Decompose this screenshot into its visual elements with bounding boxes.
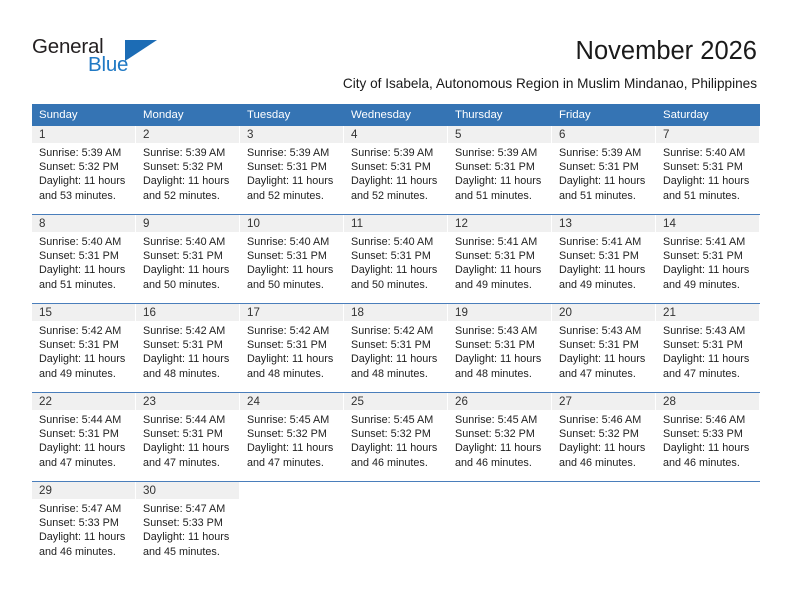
calendar-day-cell[interactable] [136,393,240,481]
calendar-day-cell[interactable] [448,126,552,214]
calendar-day-cell[interactable] [344,126,448,214]
day-details [344,499,447,502]
daylight-text-line2: and 47 minutes. [663,367,740,380]
day-number: 16 [136,304,239,321]
sunrise-text: Sunrise: 5:45 AM [247,414,330,426]
sunrise-text: Sunrise: 5:40 AM [247,236,330,248]
logo-text-general: General [32,35,104,58]
day-details [32,321,135,381]
daylight-text-line1: Daylight: 11 hours [143,442,230,455]
daylight-text-line2: and 47 minutes. [559,367,636,380]
daylight-text-line2: and 46 minutes. [351,456,428,469]
day-details [448,499,551,502]
calendar-day-cell-empty [240,482,344,570]
sunrise-text: Sunrise: 5:40 AM [663,147,746,159]
daylight-text-line1: Daylight: 11 hours [247,442,334,455]
calendar-day-cell[interactable] [240,393,344,481]
day-details [240,143,343,203]
daylight-text-line2: and 51 minutes. [663,189,740,202]
day-number: 17 [240,304,343,321]
sunset-text: Sunset: 5:31 PM [39,339,119,352]
daylight-text-line2: and 51 minutes. [39,278,116,291]
day-number: 11 [344,215,447,232]
sunset-text: Sunset: 5:31 PM [143,339,223,352]
weekday-header-thursday: Thursday [448,104,552,126]
day-number: 9 [136,215,239,232]
daylight-text-line1: Daylight: 11 hours [39,531,126,544]
day-number: 27 [552,393,655,410]
sunset-text: Sunset: 5:32 PM [247,428,327,441]
sunset-text: Sunset: 5:32 PM [351,428,431,441]
day-details [32,410,135,470]
sunset-text: Sunset: 5:31 PM [247,339,327,352]
page-subtitle: City of Isabela, Autonomous Region in Muslim Mindanao, Philippines [342,76,757,91]
sunset-text: Sunset: 5:33 PM [39,517,119,530]
sunrise-text: Sunrise: 5:44 AM [39,414,122,426]
weekday-header-wednesday: Wednesday [344,104,448,126]
sunset-text: Sunset: 5:32 PM [455,428,535,441]
sunset-text: Sunset: 5:32 PM [143,161,223,174]
sunset-text: Sunset: 5:31 PM [351,250,431,263]
sunrise-text: Sunrise: 5:47 AM [143,503,226,515]
calendar-day-cell[interactable] [552,215,656,303]
daylight-text-line1: Daylight: 11 hours [455,353,542,366]
daylight-text-line1: Daylight: 11 hours [663,353,750,366]
daylight-text-line2: and 49 minutes. [663,278,740,291]
calendar-day-cell-empty [448,482,552,570]
day-details [240,321,343,381]
sunset-text: Sunset: 5:33 PM [663,428,743,441]
day-details [656,410,759,470]
day-number: 18 [344,304,447,321]
day-number: 4 [344,126,447,143]
sunrise-text: Sunrise: 5:40 AM [351,236,434,248]
daylight-text-line2: and 48 minutes. [143,367,220,380]
daylight-text-line1: Daylight: 11 hours [559,175,646,188]
day-details [552,232,655,292]
calendar-day-cell[interactable] [32,482,136,570]
sunset-text: Sunset: 5:31 PM [455,161,535,174]
day-details [448,410,551,470]
day-number: 2 [136,126,239,143]
daylight-text-line1: Daylight: 11 hours [143,531,230,544]
sunset-text: Sunset: 5:31 PM [351,161,431,174]
sunrise-text: Sunrise: 5:39 AM [559,147,642,159]
day-number: 22 [32,393,135,410]
calendar-week-row [32,215,760,304]
calendar-day-cell[interactable] [32,126,136,214]
day-number: 8 [32,215,135,232]
day-details [552,499,655,502]
sunset-text: Sunset: 5:31 PM [351,339,431,352]
calendar-day-cell[interactable] [136,482,240,570]
daylight-text-line1: Daylight: 11 hours [247,175,334,188]
daylight-text-line1: Daylight: 11 hours [143,264,230,277]
daylight-text-line1: Daylight: 11 hours [39,175,126,188]
daylight-text-line2: and 52 minutes. [143,189,220,202]
day-details [136,499,239,559]
sunrise-text: Sunrise: 5:40 AM [143,236,226,248]
calendar-week-row [32,126,760,215]
sunrise-text: Sunrise: 5:42 AM [247,325,330,337]
sunset-text: Sunset: 5:31 PM [39,428,119,441]
sunrise-text: Sunrise: 5:45 AM [351,414,434,426]
day-number [552,482,655,499]
day-number: 24 [240,393,343,410]
day-details [32,232,135,292]
day-number: 10 [240,215,343,232]
daylight-text-line1: Daylight: 11 hours [351,353,438,366]
day-number: 25 [344,393,447,410]
calendar-day-cell[interactable] [448,215,552,303]
day-details [240,410,343,470]
daylight-text-line2: and 45 minutes. [143,545,220,558]
day-details [656,143,759,203]
weekday-header-tuesday: Tuesday [240,104,344,126]
daylight-text-line2: and 49 minutes. [559,278,636,291]
day-details [448,143,551,203]
day-number: 30 [136,482,239,499]
day-number: 23 [136,393,239,410]
day-details [344,410,447,470]
calendar-day-cell[interactable] [32,304,136,392]
calendar-day-cell[interactable] [656,393,760,481]
daylight-text-line2: and 47 minutes. [247,456,324,469]
daylight-text-line2: and 50 minutes. [351,278,428,291]
day-details [656,232,759,292]
weekday-header-friday: Friday [552,104,656,126]
daylight-text-line1: Daylight: 11 hours [39,264,126,277]
sunrise-text: Sunrise: 5:41 AM [559,236,642,248]
calendar-day-cell[interactable] [448,304,552,392]
sunset-text: Sunset: 5:32 PM [39,161,119,174]
daylight-text-line2: and 46 minutes. [663,456,740,469]
sunrise-text: Sunrise: 5:43 AM [455,325,538,337]
sunrise-text: Sunrise: 5:39 AM [247,147,330,159]
sunrise-text: Sunrise: 5:45 AM [455,414,538,426]
logo-triangle-icon [125,40,157,61]
daylight-text-line2: and 51 minutes. [559,189,636,202]
daylight-text-line2: and 47 minutes. [39,456,116,469]
calendar-day-cell[interactable] [32,393,136,481]
daylight-text-line1: Daylight: 11 hours [351,264,438,277]
day-number: 26 [448,393,551,410]
daylight-text-line2: and 48 minutes. [247,367,324,380]
calendar-week-row [32,304,760,393]
sunset-text: Sunset: 5:31 PM [663,339,743,352]
daylight-text-line2: and 52 minutes. [351,189,428,202]
page-header [0,0,792,98]
daylight-text-line2: and 48 minutes. [455,367,532,380]
daylight-text-line1: Daylight: 11 hours [247,353,334,366]
day-details [136,232,239,292]
calendar-day-cell-empty [344,482,448,570]
sunset-text: Sunset: 5:31 PM [455,250,535,263]
day-number [656,482,759,499]
calendar-day-cell[interactable] [240,126,344,214]
daylight-text-line1: Daylight: 11 hours [247,264,334,277]
sunset-text: Sunset: 5:31 PM [559,250,639,263]
daylight-text-line1: Daylight: 11 hours [143,175,230,188]
daylight-text-line2: and 49 minutes. [455,278,532,291]
sunrise-text: Sunrise: 5:42 AM [143,325,226,337]
day-details [656,321,759,381]
sunrise-text: Sunrise: 5:46 AM [663,414,746,426]
day-number: 1 [32,126,135,143]
day-details [448,321,551,381]
sunset-text: Sunset: 5:31 PM [663,250,743,263]
daylight-text-line2: and 46 minutes. [455,456,532,469]
calendar-week-row [32,393,760,482]
calendar-day-cell[interactable] [552,393,656,481]
day-number: 21 [656,304,759,321]
day-details [136,410,239,470]
calendar-day-cell[interactable] [32,215,136,303]
day-number: 15 [32,304,135,321]
sunset-text: Sunset: 5:32 PM [559,428,639,441]
daylight-text-line1: Daylight: 11 hours [663,175,750,188]
daylight-text-line1: Daylight: 11 hours [351,442,438,455]
day-number [448,482,551,499]
calendar-day-cell[interactable] [656,215,760,303]
weekday-header-monday: Monday [136,104,240,126]
daylight-text-line1: Daylight: 11 hours [559,353,646,366]
page-title: November 2026 [575,37,757,65]
daylight-text-line1: Daylight: 11 hours [351,175,438,188]
daylight-text-line1: Daylight: 11 hours [455,175,542,188]
day-number: 13 [552,215,655,232]
daylight-text-line2: and 46 minutes. [559,456,636,469]
calendar-day-cell[interactable] [552,304,656,392]
daylight-text-line1: Daylight: 11 hours [455,264,542,277]
calendar-table [32,104,760,570]
sunrise-text: Sunrise: 5:39 AM [351,147,434,159]
day-details [32,499,135,559]
calendar-week-row [32,482,760,571]
generalblue-logo[interactable] [32,36,212,84]
calendar-day-cell[interactable] [344,215,448,303]
sunrise-text: Sunrise: 5:41 AM [455,236,538,248]
day-details [344,143,447,203]
day-number: 3 [240,126,343,143]
day-number: 6 [552,126,655,143]
day-details [240,232,343,292]
day-number: 29 [32,482,135,499]
calendar-day-cell[interactable] [552,126,656,214]
calendar-day-cell[interactable] [240,304,344,392]
calendar-day-cell[interactable] [136,304,240,392]
sunset-text: Sunset: 5:31 PM [143,428,223,441]
sunset-text: Sunset: 5:31 PM [455,339,535,352]
sunrise-text: Sunrise: 5:44 AM [143,414,226,426]
sunset-text: Sunset: 5:31 PM [143,250,223,263]
daylight-text-line2: and 49 minutes. [39,367,116,380]
daylight-text-line2: and 48 minutes. [351,367,428,380]
day-details [136,321,239,381]
sunrise-text: Sunrise: 5:43 AM [559,325,642,337]
calendar-day-cell[interactable] [136,215,240,303]
sunrise-text: Sunrise: 5:43 AM [663,325,746,337]
calendar-day-cell[interactable] [656,126,760,214]
daylight-text-line2: and 53 minutes. [39,189,116,202]
day-details [240,499,343,502]
calendar-body [32,126,760,570]
day-number: 5 [448,126,551,143]
day-number: 20 [552,304,655,321]
sunrise-text: Sunrise: 5:39 AM [143,147,226,159]
sunset-text: Sunset: 5:33 PM [143,517,223,530]
day-details [344,321,447,381]
calendar-day-cell[interactable] [448,393,552,481]
sunrise-text: Sunrise: 5:41 AM [663,236,746,248]
day-number: 14 [656,215,759,232]
daylight-text-line1: Daylight: 11 hours [39,353,126,366]
sunset-text: Sunset: 5:31 PM [559,161,639,174]
sunrise-text: Sunrise: 5:47 AM [39,503,122,515]
calendar-day-cell[interactable] [344,304,448,392]
daylight-text-line2: and 50 minutes. [247,278,324,291]
sunrise-text: Sunrise: 5:42 AM [39,325,122,337]
day-number [240,482,343,499]
sunrise-text: Sunrise: 5:40 AM [39,236,122,248]
calendar-day-cell[interactable] [240,215,344,303]
daylight-text-line1: Daylight: 11 hours [663,264,750,277]
calendar-header-row [32,104,760,126]
calendar-day-cell[interactable] [136,126,240,214]
day-details [344,232,447,292]
day-number: 19 [448,304,551,321]
sunset-text: Sunset: 5:31 PM [247,250,327,263]
daylight-text-line2: and 47 minutes. [143,456,220,469]
day-number: 28 [656,393,759,410]
daylight-text-line2: and 51 minutes. [455,189,532,202]
sunset-text: Sunset: 5:31 PM [663,161,743,174]
day-number: 7 [656,126,759,143]
daylight-text-line1: Daylight: 11 hours [143,353,230,366]
daylight-text-line1: Daylight: 11 hours [455,442,542,455]
day-details [552,321,655,381]
calendar-day-cell[interactable] [344,393,448,481]
logo-text-blue: Blue [88,53,129,76]
daylight-text-line1: Daylight: 11 hours [663,442,750,455]
calendar-day-cell[interactable] [656,304,760,392]
day-details [552,410,655,470]
daylight-text-line2: and 46 minutes. [39,545,116,558]
day-details [552,143,655,203]
day-details [448,232,551,292]
sunset-text: Sunset: 5:31 PM [247,161,327,174]
daylight-text-line1: Daylight: 11 hours [559,264,646,277]
sunrise-text: Sunrise: 5:39 AM [455,147,538,159]
weekday-header-saturday: Saturday [656,104,760,126]
daylight-text-line2: and 52 minutes. [247,189,324,202]
day-number: 12 [448,215,551,232]
calendar-day-cell-empty [552,482,656,570]
day-details [32,143,135,203]
day-number [344,482,447,499]
daylight-text-line2: and 50 minutes. [143,278,220,291]
sunset-text: Sunset: 5:31 PM [39,250,119,263]
calendar-day-cell-empty [656,482,760,570]
daylight-text-line1: Daylight: 11 hours [39,442,126,455]
daylight-text-line1: Daylight: 11 hours [559,442,646,455]
day-details [136,143,239,203]
sunset-text: Sunset: 5:31 PM [559,339,639,352]
sunrise-text: Sunrise: 5:46 AM [559,414,642,426]
sunrise-text: Sunrise: 5:42 AM [351,325,434,337]
sunrise-text: Sunrise: 5:39 AM [39,147,122,159]
weekday-header-sunday: Sunday [32,104,136,126]
day-details [656,499,759,502]
